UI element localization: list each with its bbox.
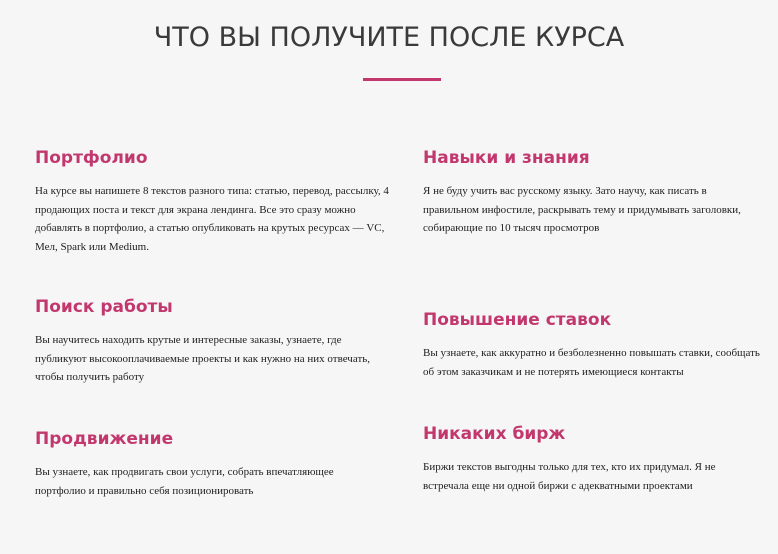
feature-title: Повышение ставок — [423, 310, 612, 330]
feature-rate-increase — [423, 309, 763, 381]
feature-no-exchanges — [423, 423, 743, 495]
feature-text: На курсе вы напишете 8 текстов разного типа: статью, перевод, рассылку, 4 продающих поста и текст для экрана лендинга. Все это сразу можно добавлять в портфолио, а статью опубликовать на крутых ресурсах — VC, Мел, Spark или Medium. — [35, 185, 389, 253]
feature-portfolio — [35, 147, 390, 256]
feature-text: Вы узнаете, как аккуратно и безболезненно повышать ставки, сообщать об этом заказчикам и не потерять имеющиеся контакты — [423, 347, 760, 378]
feature-title: Продвижение — [35, 429, 174, 449]
feature-text: Биржи текстов выгодны только для тех, кто их придумал. Я не встречала еще ни одной биржи с адекватными проектами — [423, 461, 716, 492]
feature-title: Никаких бирж — [423, 424, 566, 444]
feature-title: Поиск работы — [35, 297, 173, 317]
feature-job-search — [35, 296, 375, 387]
feature-text: Вы узнаете, как продвигать свои услуги, собрать впечатляющее портфолио и правильно себя позиционировать — [35, 466, 334, 497]
feature-title: Портфолио — [35, 148, 148, 168]
feature-promotion — [35, 428, 375, 500]
title-underline — [363, 78, 441, 81]
feature-text: Я не буду учить вас русскому языку. Зато научу, как писать в правильном инфостиле, раскрывать тему и придумывать заголовки, собирающие по 10 тысяч просмотров — [423, 185, 741, 234]
section-title: ЧТО ВЫ ПОЛУЧИТЕ ПОСЛЕ КУРСА — [153, 22, 625, 53]
feature-skills — [423, 147, 763, 238]
feature-text: Вы научитесь находить крутые и интересные заказы, узнаете, где публикуют высокооплачиваемые проекты и как нужно на них отвечать, чтобы получить работу — [35, 334, 371, 383]
feature-title: Навыки и знания — [423, 148, 590, 168]
